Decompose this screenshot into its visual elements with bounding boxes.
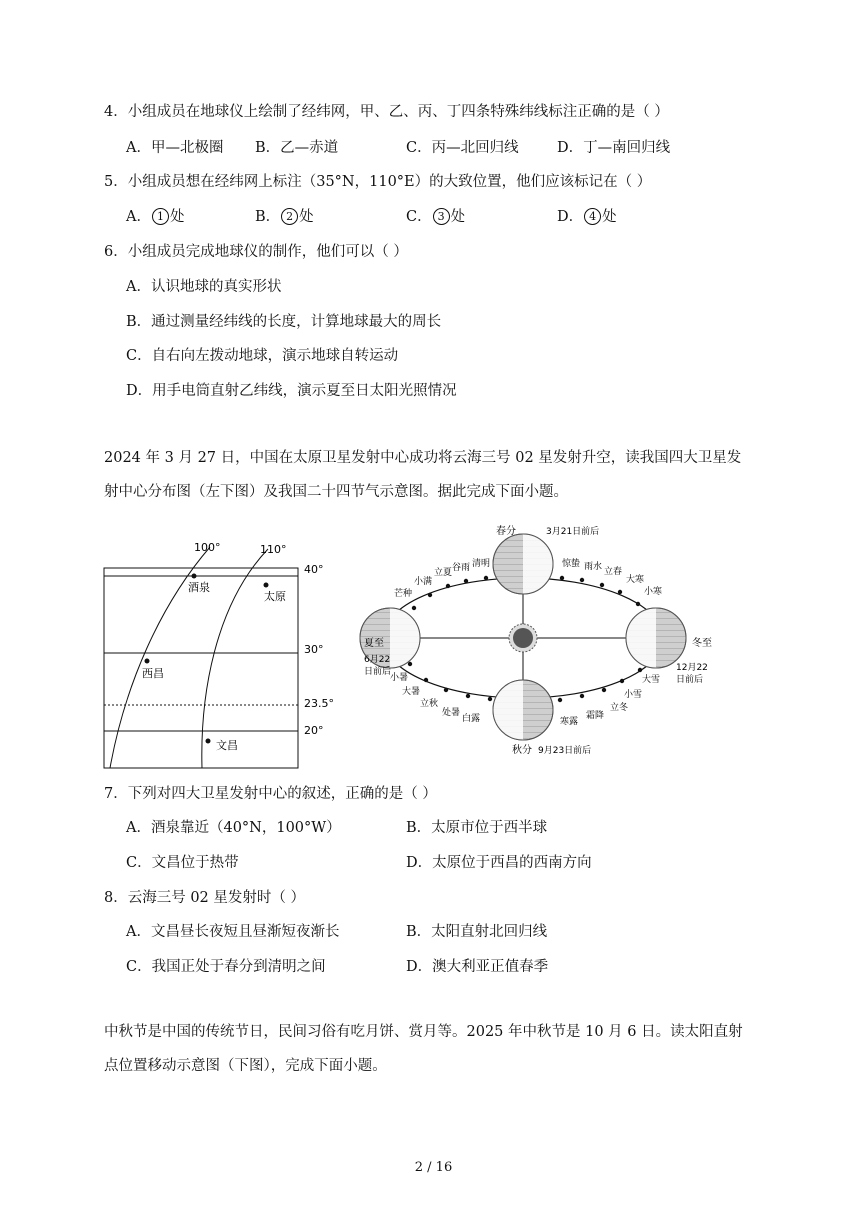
q8-option-c: C．我国正处于春分到清明之间 [126,959,326,975]
term-label: 谷雨 [452,563,471,573]
launch-center-map [100,535,340,775]
label-winter-date-2: 日前后 [676,675,704,685]
q7-option-c: C．文昌位于热带 [126,855,239,871]
city-dot-jiuquan [192,574,197,579]
city-label-xichang: 西昌 [142,667,164,680]
term-label: 大暑 [402,687,421,697]
q7-option-d: D．太原位于西昌的西南方向 [406,855,592,871]
term-label: 大寒 [626,575,645,585]
q4-option-b: B．乙—赤道 [255,140,339,156]
earth-autumn-equinox [493,680,553,740]
term-label: 立春 [604,567,623,577]
city-dot-taiyuan [264,583,269,588]
term-label: 惊蛰 [562,559,581,569]
passage-2-line-1: 中秋节是中国的传统节日，民间习俗有吃月饼、赏月等。2025 年中秋节是 10 月 6 日。读太阳直射 [104,1024,743,1040]
latitude-label-23-5: 23.5° [304,697,334,710]
q8-option-a: A．文昌昼长夜短且昼渐短夜渐长 [126,924,340,940]
q6-option-d: D．用手电筒直射乙纬线，演示夏至日太阳光照情况 [126,383,457,399]
q4-option-a: A．甲—北极圈 [126,140,224,156]
q8-option-d: D．澳大利亚正值春季 [406,959,549,975]
latitude-label-40: 40° [304,563,324,576]
circled-number: 1 [152,208,169,225]
solar-terms-orbit-diagram [356,522,726,762]
passage-1-line-1: 2024 年 3 月 27 日，中国在太原卫星发射中心成功将云海三号 02 星发射升空，读我国四大卫星发 [104,450,742,466]
term-label: 霜降 [586,711,605,721]
longitude-label-100: 100° [194,541,221,554]
circled-number: 2 [281,208,298,225]
passage-2-line-2: 点位置移动示意图（下图），完成下面小题。 [104,1058,387,1074]
term-label: 小满 [414,577,433,587]
longitude-label-110: 110° [260,543,287,556]
term-label: 雨水 [584,562,603,572]
sun-icon [509,624,537,652]
city-label-jiuquan: 酒泉 [188,581,210,594]
circled-number: 3 [433,208,450,225]
city-dot-wenchang [206,739,211,744]
page-number: 2 / 16 [414,1160,453,1175]
term-label: 处暑 [442,708,461,718]
q5-option-d: D． 4 处 [557,209,617,225]
label-summer-date-1: 6月22 [364,655,391,665]
term-label: 芒种 [394,589,413,599]
earth-spring-equinox [493,534,553,594]
q4-option-c: C．丙—北回归线 [406,140,519,156]
label-summer-solstice: 夏至 [364,638,384,649]
term-label: 立冬 [610,703,629,713]
label-spring-equinox: 春分 [496,526,516,537]
q4-option-d: D．丁—南回归线 [557,140,671,156]
term-label: 小雪 [624,690,643,700]
q5-option-a: A． 1 处 [126,209,185,225]
term-label: 小暑 [390,673,409,683]
label-summer-date-2: 日前后 [364,667,392,677]
q7-option-b: B．太原市位于西半球 [406,820,548,836]
q5-stem: 5．小组成员想在经纬网上标注（35°N，110°E）的大致位置，他们应该标记在（ ） [104,174,652,190]
q7-option-a: A．酒泉靠近（40°N，100°W） [126,820,341,836]
term-label: 清明 [472,559,491,569]
q5-option-c: C． 3 处 [406,209,466,225]
term-label: 立秋 [420,699,439,709]
q7-stem: 7．下列对四大卫星发射中心的叙述，正确的是（ ） [104,786,437,802]
label-winter-date-1: 12月22 [676,663,708,673]
q6-option-c: C．自右向左拨动地球，演示地球自转运动 [126,348,399,364]
circled-number: 4 [584,208,601,225]
q6-stem: 6．小组成员完成地球仪的制作，他们可以（ ） [104,244,408,260]
city-label-wenchang: 文昌 [216,739,238,752]
latitude-label-30: 30° [304,643,324,656]
term-label: 白露 [462,714,481,724]
q5-option-b: B． 2 处 [255,209,314,225]
label-winter-solstice: 冬至 [692,638,712,649]
city-dot-xichang [145,659,150,664]
q4-stem: 4．小组成员在地球仪上绘制了经纬网，甲、乙、丙、丁四条特殊纬线标注正确的是（ ） [104,104,669,120]
label-spring-date: 3月21日前后 [546,527,600,537]
q6-option-b: B．通过测量经纬线的长度，计算地球最大的周长 [126,314,442,330]
term-label: 立夏 [434,568,453,578]
earth-winter-solstice [626,608,686,668]
latitude-label-20: 20° [304,724,324,737]
label-autumn-date: 9月23日前后 [538,746,592,756]
term-label: 小寒 [644,587,663,597]
passage-1-line-2: 射中心分布图（左下图）及我国二十四节气示意图。据此完成下面小题。 [104,484,568,500]
meridian-110-line [202,549,268,768]
q6-option-a: A．认识地球的真实形状 [126,279,282,295]
term-label: 大雪 [642,675,661,685]
q8-stem: 8．云海三号 02 星发射时（ ） [104,890,306,906]
city-label-taiyuan: 太原 [264,590,286,603]
label-autumn-equinox: 秋分 [512,745,532,756]
q8-option-b: B．太阳直射北回归线 [406,924,548,940]
term-label: 寒露 [560,717,579,727]
